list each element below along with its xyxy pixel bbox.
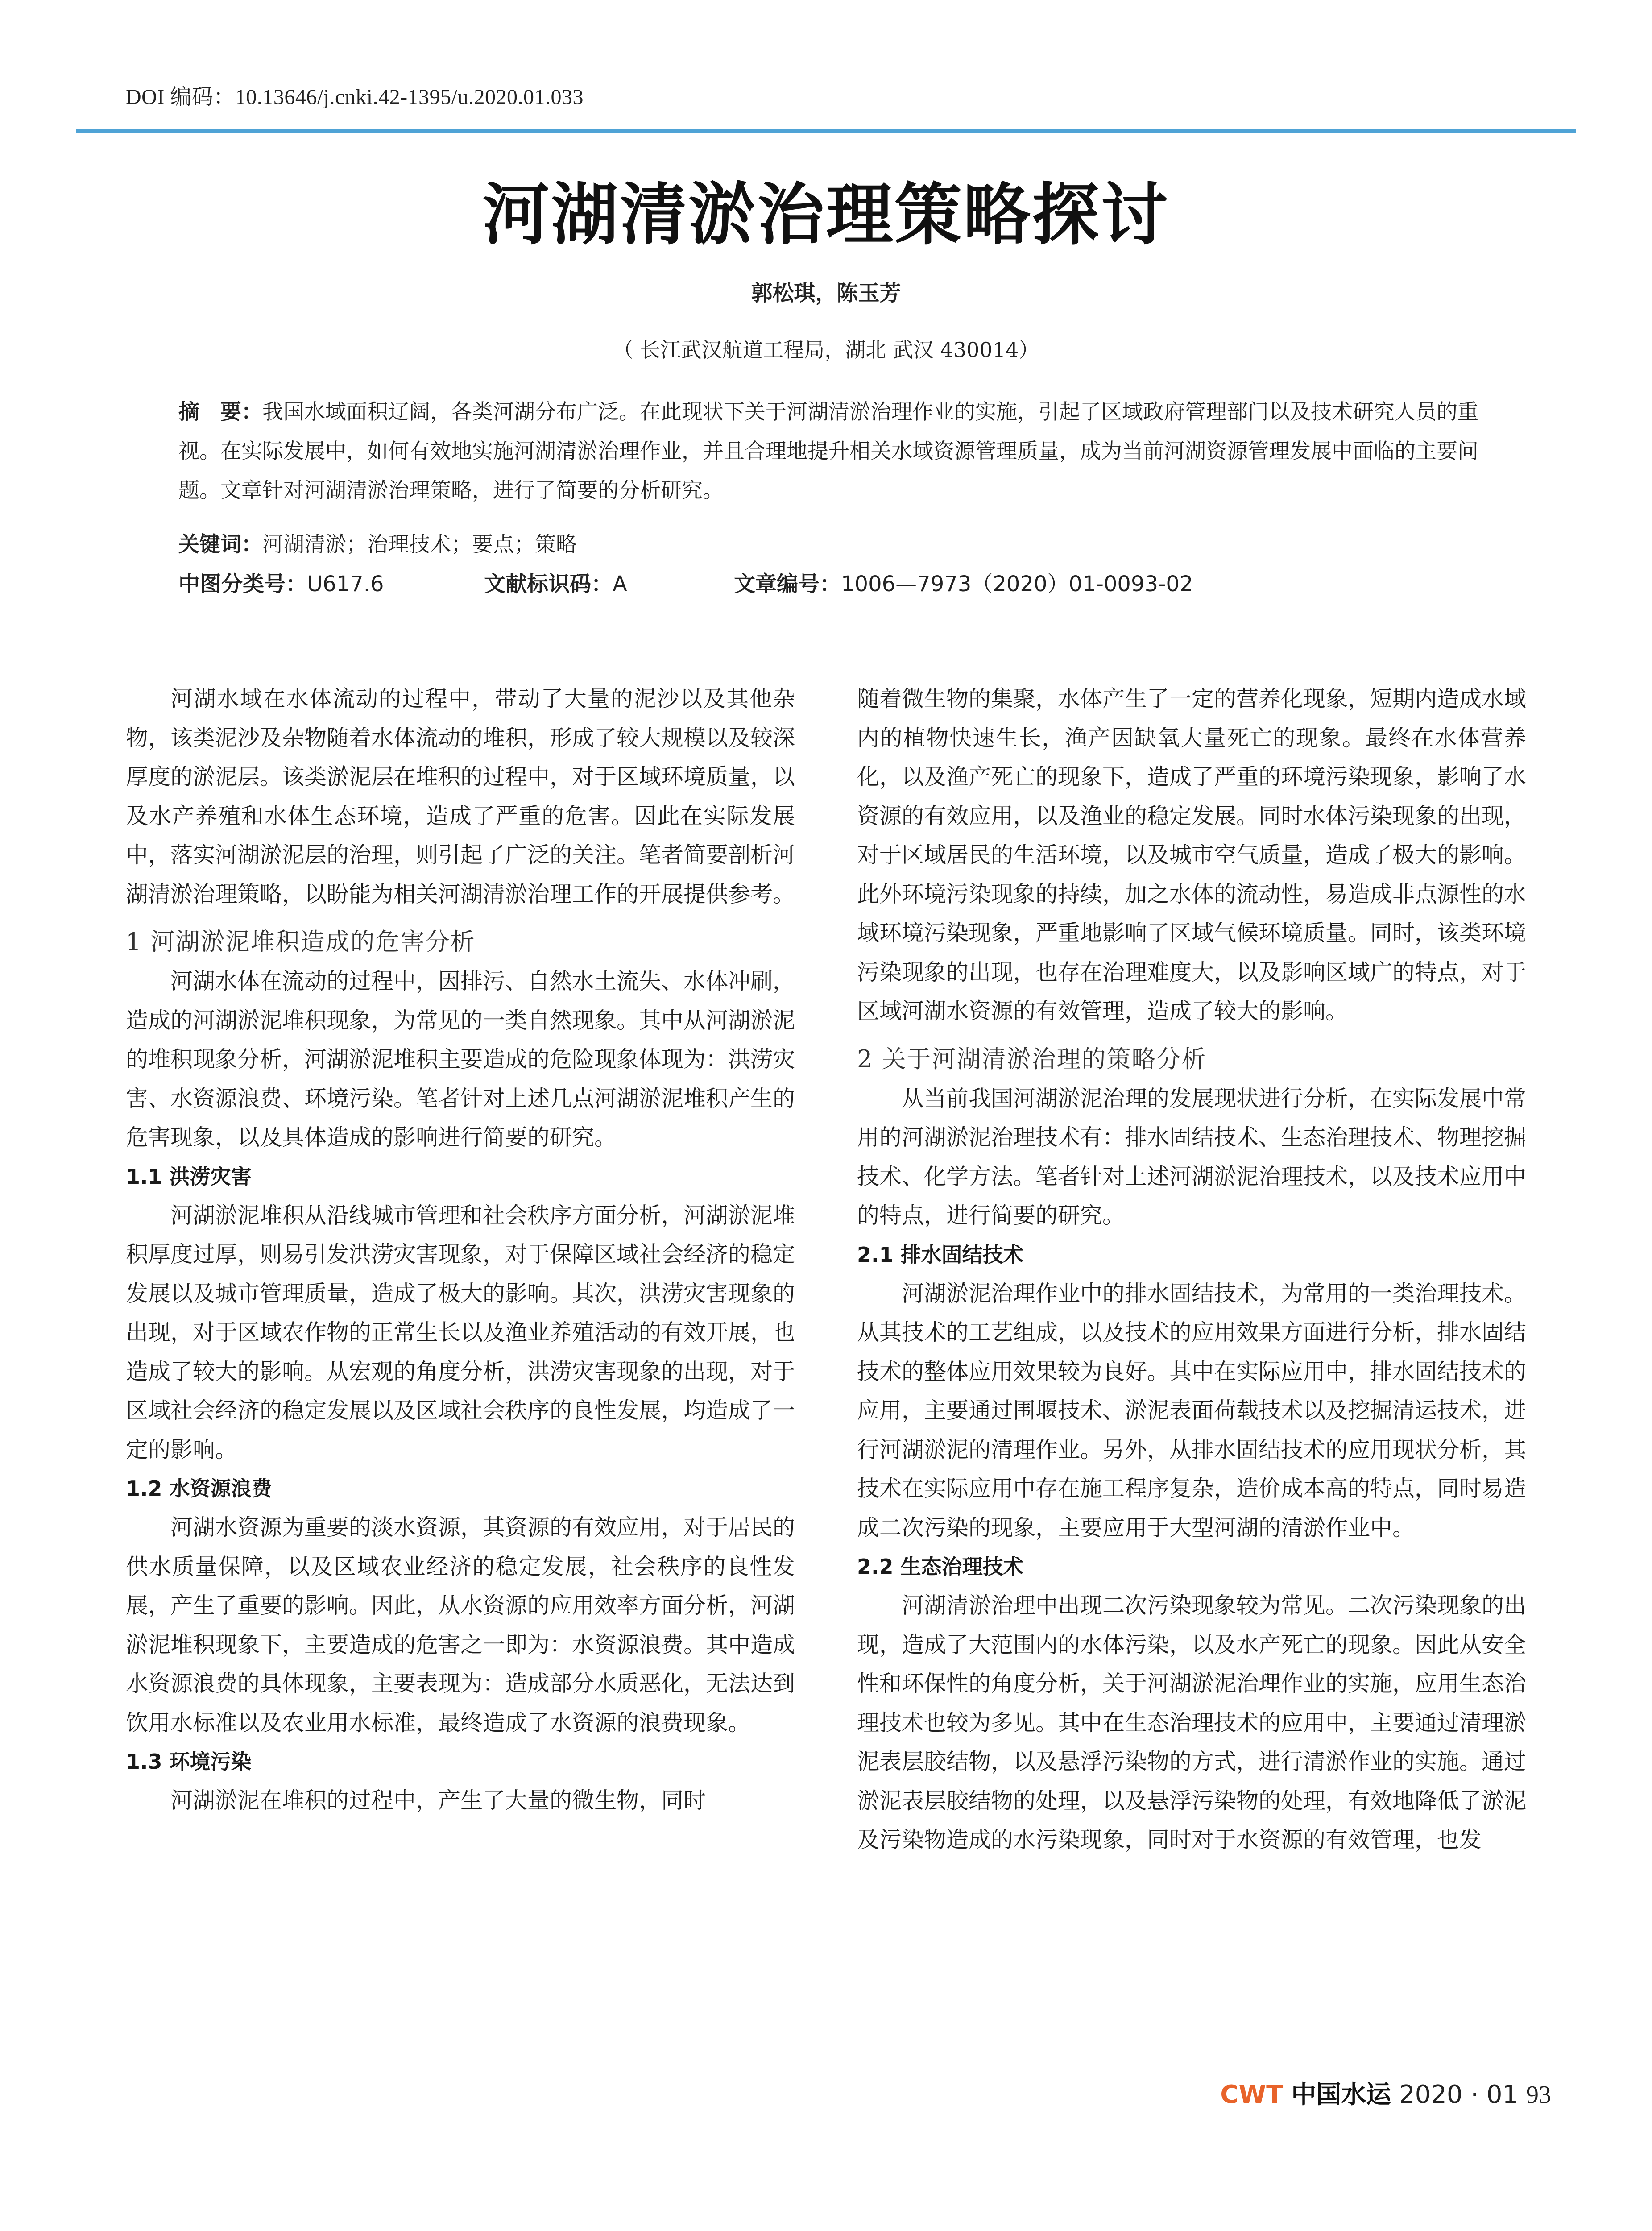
article-number xyxy=(734,567,1193,597)
doccode-label: 文献标识码： xyxy=(484,572,613,597)
section-1-2-paragraph: 河湖水资源为重要的淡水资源，其资源的有效应用，对于居民的供水质量保障，以及区域农业经济的稳定发展，社会秩序的良性发展，产生了重要的影响。因此，从水资源的应用效率方面分析，河湖淤泥堆积现象下，主要造成的危害之一即为：水资源浪费。其中造成水资源浪费的具体现象，主要表现为：造成部分水质恶化，无法达到饮用水标准以及农业用水标准，最终造成了水资源的浪费现象。 xyxy=(126,1514,795,1736)
section-1-1-paragraph: 河湖淤泥堆积从沿线城市管理和社会秩序方面分析，河湖淤泥堆积厚度过厚，则易引发洪涝灾害现象，对于保障区域社会经济的稳定发展以及城市管理质量，造成了极大的影响。其次，洪涝灾害现象的出现，对于区域农作物的正常生长以及渔业养殖活动的有效开展，也造成了较大的影响。从宏观的角度分析，洪涝灾害现象的出现，对于区域社会经济的稳定发展以及区域社会秩序的良性发展，均造成了一定的影响。 xyxy=(126,1202,795,1463)
intro-paragraph: 河湖水域在水体流动的过程中，带动了大量的泥沙以及其他杂物，该类泥沙及杂物随着水体流动的堆积，形成了较大规模以及较深厚度的淤泥层。该类淤泥层在堆积的过程中，对于区域环境质量，以及水产养殖和水体生态环境，造成了严重的危害。因此在实际发展中，落实河湖淤泥层的治理，则引起了广泛的关注。笔者简要剖析河湖清淤治理策略，以盼能为相关河湖清淤治理工作的开展提供参考。 xyxy=(126,686,795,907)
abstract xyxy=(178,393,1495,510)
section-2-paragraph: 从当前我国河湖淤泥治理的发展现状进行分析，在实际发展中常用的河湖淤泥治理技术有：排水固结技术、生态治理技术、物理挖掘技术、化学方法。笔者针对上述河湖淤泥治理技术，以及技术应用中的特点，进行简要的研究。 xyxy=(857,1085,1526,1228)
section-2-1-paragraph: 河湖淤泥治理作业中的排水固结技术，为常用的一类治理技术。从其技术的工艺组成，以及技术的应用效果方面进行分析，排水固结技术的整体应用效果较为良好。其中在实际应用中，排水固结技术的应用，主要通过围堰技术、淤泥表面荷载技术以及挖掘清运技术，进行河湖淤泥的清理作业。另外，从排水固结技术的应用现状分析，其技术在实际应用中存在施工程序复杂，造价成本高的特点，同时易造成二次污染的现象，主要应用于大型河湖的清淤作业中。 xyxy=(857,1280,1526,1541)
doccode-value: A xyxy=(613,572,627,597)
section-1-1-heading: 1.1 洪涝灾害 xyxy=(126,1164,252,1189)
articleno-label: 文章编号： xyxy=(734,572,841,597)
abstract-label: 摘 要： xyxy=(178,400,262,424)
cwt-logo: CWT xyxy=(1220,2080,1284,2109)
article-title: 河湖清淤治理策略探讨 xyxy=(482,175,1170,254)
section-1-paragraph: 河湖水体在流动的过程中，因排污、自然水土流失、水体冲刷，造成的河湖淤泥堆积现象，为常见的一类自然现象。其中从河湖淤泥的堆积现象分析，河湖淤泥堆积主要造成的危险现象体现为：洪涝灾害、水资源浪费、环境污染。笔者针对上述几点河湖淤泥堆积产生的危害现象，以及具体造成的影响进行简要的研究。 xyxy=(126,968,795,1150)
section-1-2-heading: 1.2 水资源浪费 xyxy=(126,1476,272,1501)
doi-code: DOI 编码：10.13646/j.cnki.42-1395/u.2020.01.033 xyxy=(126,85,584,109)
section-2-2-paragraph: 河湖清淤治理中出现二次污染现象较为常见。二次污染现象的出现，造成了大范围内的水体污染，以及水产死亡的现象。因此从安全性和环保性的角度分析，关于河湖淤泥治理作业的实施，应用生态治理技术也较为多见。其中在生态治理技术的应用中，主要通过清理淤泥表层胶结物，以及悬浮污染物的方式，进行清淤作业的实施。通过淤泥表层胶结物的处理，以及悬浮污染物的处理，有效地降低了淤泥及污染物造成的水污染现象，同时对于水资源的有效管理，也发 xyxy=(857,1592,1526,1853)
page-footer xyxy=(1220,2075,1551,2111)
section-1-3-paragraph-cont: 随着微生物的集聚，水体产生了一定的营养化现象，短期内造成水域内的植物快速生长，渔产因缺氧大量死亡的现象。最终在水体营养化，以及渔产死亡的现象下，造成了严重的环境污染现象，影响了水资源的有效应用，以及渔业的稳定发展。同时水体污染现象的出现，对于区域居民的生活环境，以及城市空气质量，造成了极大的影响。此外环境污染现象的持续，加之水体的流动性，易造成非点源性的水域环境污染现象，严重地影响了区域气候环境质量。同时，该类环境污染现象的出现，也存在治理难度大，以及影响区域广的特点，对于区域河湖水资源的有效管理，造成了较大的影响。 xyxy=(857,686,1526,1024)
abstract-text: 我国水域面积辽阔，各类河湖分布广泛。在此现状下关于河湖清淤治理作业的实施，引起了区域政府管理部门以及技术研究人员的重视。在实际发展中，如何有效地实施河湖清淤治理作业，并且合理地提升相关水域资源管理质量，成为当前河湖资源管理发展中面临的主要问题。文章针对河湖清淤治理策略，进行了简要的分析研究。 xyxy=(178,400,1478,503)
section-2-2-heading: 2.2 生态治理技术 xyxy=(857,1555,1024,1579)
body-column-right xyxy=(857,680,1526,1860)
author-affiliation: （ 长江武汉航道工程局，湖北 武汉 430014） xyxy=(613,338,1039,362)
section-1-heading: 1 河湖淤泥堆积造成的危害分析 xyxy=(126,928,476,956)
section-1-3-heading: 1.3 环境污染 xyxy=(126,1750,252,1774)
section-1-3-paragraph-start: 河湖淤泥在堆积的过程中，产生了大量的微生物，同时 xyxy=(170,1787,706,1813)
articleno-value: 1006—7973（2020）01-0093-02 xyxy=(841,572,1193,597)
header-divider xyxy=(76,129,1576,133)
clc-label: 中图分类号： xyxy=(178,572,307,597)
keywords-text: 河湖清淤；治理技术；要点；策略 xyxy=(262,532,577,557)
magazine-name: 中国水运 xyxy=(1291,2080,1391,2109)
issue-number: 2020 · 01 xyxy=(1399,2080,1519,2109)
article-authors: 郭松琪，陈玉芳 xyxy=(751,281,901,306)
keywords xyxy=(178,528,577,558)
keywords-label: 关键词： xyxy=(178,532,262,557)
section-2-1-heading: 2.1 排水固结技术 xyxy=(857,1242,1024,1267)
body-column-left xyxy=(126,680,795,1820)
document-code xyxy=(484,567,627,597)
section-2-heading: 2 关于河湖清淤治理的策略分析 xyxy=(857,1045,1207,1073)
page-number: 93 xyxy=(1526,2081,1551,2109)
clc-number xyxy=(178,567,384,597)
clc-value: U617.6 xyxy=(307,572,384,597)
